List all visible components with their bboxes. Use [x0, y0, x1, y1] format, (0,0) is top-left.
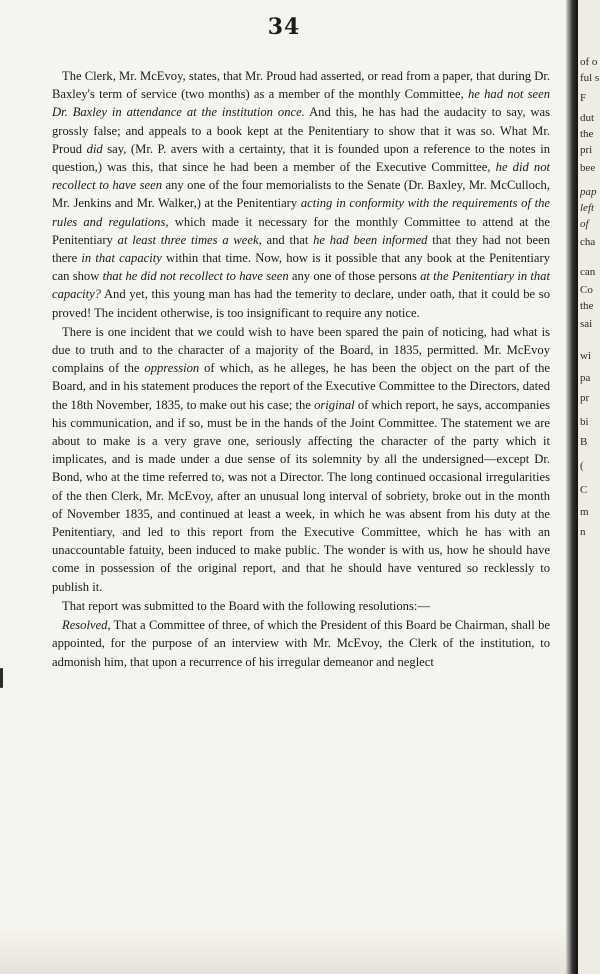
text-run: within that time. Now, how is it possible that any book at the Penitentiary can show — [52, 251, 550, 284]
adjacent-page-fragment: wi — [580, 350, 591, 362]
adjacent-page-fragment: of o — [580, 56, 598, 68]
adjacent-page-fragment: cha — [580, 236, 596, 248]
adjacent-page-fragment: bi — [580, 416, 589, 428]
text-run: There is one incident that we could wish to have been spared the pain of noticing, had what is due to truth and to the character of a majority of the Board, in 1835, permitted. Mr. McEvoy complains of the — [52, 324, 550, 376]
text-run: of which report, he says, accompanies his communication, and if so, must be in the hands of the Joint Committee. The statement we are about to make is a very grave one, seriously affecting the character of the party which it implicates, and is made under a due sense of its solemnity by all the undersigned—except Dr. Bond, who at the time referred to, was not a Director. The long continued occasional irregularities of the then Clerk, Mr. McEvoy, after an unusual long interval of sobriety, broke out in the month of November 1835, and continued at least a week, in which he was absent from his duty at the Penitentiary, and led to this report from the Executive Committee, which he has with an unaccountable fatuity, been induced to make public. The wonder is with us, how he should have come in possession of the original report, and that he should have ventured so recklessly to publish it. — [52, 397, 550, 594]
text-run: that they had not been there — [52, 232, 550, 266]
adjacent-page-fragment: B — [580, 436, 588, 448]
adjacent-page-fragment: pa — [580, 372, 591, 384]
book-spine-shadow — [566, 0, 578, 974]
adjacent-page-fragment: dut — [580, 112, 595, 124]
adjacent-page-edge — [578, 0, 600, 974]
text-run: The Clerk, Mr. McEvoy, states, that Mr. Proud had asserted, or read from a paper, that during Dr. Baxley's term of service (two months) as a member of the monthly Committee, — [52, 69, 550, 102]
body-text — [52, 67, 550, 671]
page-bottom-shadow — [0, 928, 568, 974]
text-run: And yet, this young man has had the temerity to declare, under oath, that it could be so proved! The incident otherwise, is too insignificant to require any notice. — [52, 287, 550, 320]
margin-ink-mark — [0, 668, 3, 688]
paragraph-resolution — [52, 616, 550, 671]
page-number: 34 — [267, 14, 301, 40]
adjacent-page-fragment: the — [580, 300, 594, 312]
paragraph-clerk-statement — [52, 67, 550, 322]
italic-run: that he did not recollect to have seen — [102, 269, 289, 284]
text-run: of which, as he alleges, he has been the object on the part of the Board, and in his statement produces the report of the Executive Committee to the Directors, dated the 18th November, 1835, to make out his case; the — [52, 361, 550, 412]
adjacent-page-fragment: pr — [580, 392, 590, 404]
italic-run: he had been informed — [313, 232, 428, 247]
adjacent-page-fragment: the — [580, 128, 594, 140]
adjacent-page-fragment: n — [580, 526, 586, 538]
text-run: any one of the four memorialists to the Senate (Dr. Baxley, Mr. McCulloch, Mr. Jenkins and Mr. Walker,) at the Penitentiary — [52, 178, 550, 211]
italic-run: he had not seen Dr. Baxley in attendance at the institution once. — [52, 87, 550, 120]
adjacent-page-fragment: bee — [580, 162, 596, 174]
adjacent-page-fragment: can — [580, 266, 596, 278]
adjacent-page-fragment: of — [580, 218, 589, 230]
italic-run: at the Penitentiary in that capacity? — [52, 269, 550, 302]
text-run: any one of those persons — [288, 269, 421, 284]
italic-run: he did not recollect to have seen — [52, 160, 550, 193]
adjacent-page-fragment: sai — [580, 318, 593, 330]
text-run: say, (Mr. P. avers with a certainty, that it is founded upon a reference to the notes in question,) was this, that since he had been a member of the Executive Committee, — [52, 141, 550, 175]
italic-run: Resolved, — [62, 618, 111, 633]
adjacent-page-fragment: ( — [580, 460, 584, 472]
adjacent-page-fragment: Co — [580, 284, 593, 296]
adjacent-page-fragment: F — [580, 92, 587, 104]
adjacent-page-fragment: ful s — [580, 72, 600, 84]
italic-run: original — [314, 397, 355, 412]
text-run: That report was submitted to the Board with the following resolutions:— — [62, 598, 430, 613]
paragraph-report-submitted — [52, 597, 550, 615]
italic-run: at least three times a week, — [117, 232, 262, 247]
text-run: That a Committee of three, of which the President of this Board be Chairman, shall be appointed, for the purpose of an interview with Mr. McEvoy, the Clerk of the institution, to admonish him, that upon a recurrence of his irregular demeanor and neglect — [52, 618, 550, 669]
paragraph-incident — [52, 323, 550, 596]
italic-run: did — [86, 141, 103, 156]
adjacent-page-fragment: pri — [580, 144, 593, 156]
italic-run: oppression — [144, 361, 200, 376]
text-run: And this, he has had the audacity to say, was grossly false; and appeals to a book kept at the Penitentiary to show that it was so. What Mr. Proud — [52, 105, 550, 156]
text-run: which made it necessary for the monthly Committee to attend at the Penitentiary — [52, 214, 550, 247]
adjacent-page-fragment: C — [580, 484, 588, 496]
adjacent-page-fragment: pap — [580, 186, 597, 198]
adjacent-page-fragment: left — [580, 202, 595, 214]
italic-run: in that capacity — [81, 251, 162, 266]
text-run: and that — [261, 232, 314, 247]
italic-run: acting in conformity with the requirements of the rules and regulations, — [52, 196, 550, 229]
adjacent-page-fragment: m — [580, 506, 589, 518]
